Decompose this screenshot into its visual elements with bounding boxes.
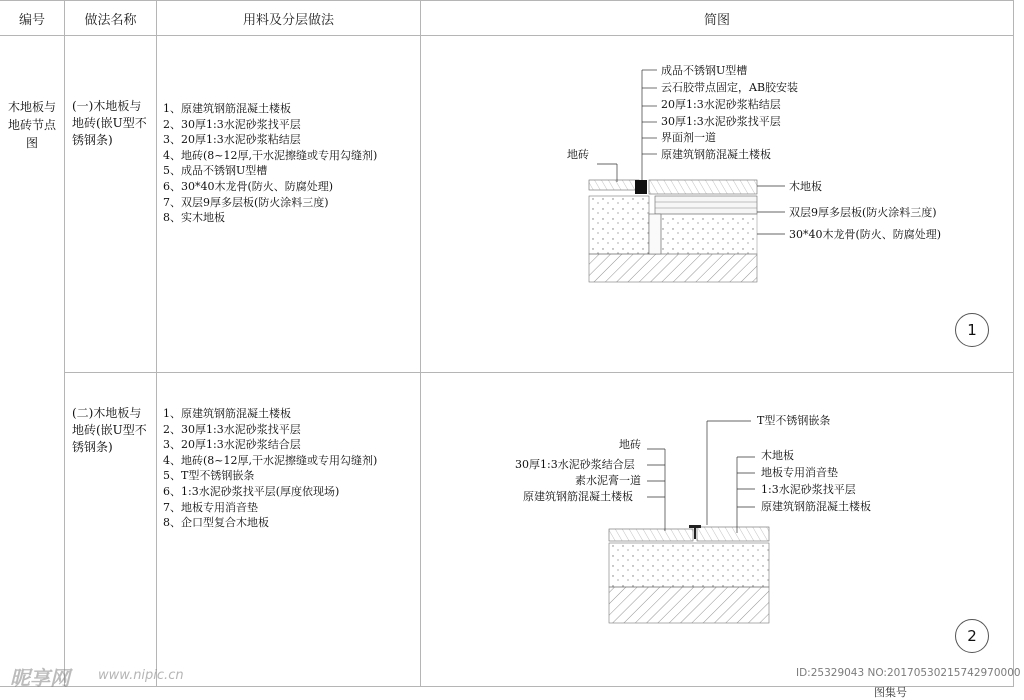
label-cement-paste: 素水泥膏一道 [575,474,641,487]
figure-number-1: 1 [955,313,989,347]
steps-list-1 [163,101,377,226]
step-item: 3、20厚1:3水泥砂浆粘结层 [163,133,301,147]
watermark-logo: 昵享网 [10,666,70,690]
table-border-bottom [0,686,1014,687]
label-plywood: 双层9厚多层板(防火涂料三度) [789,206,937,219]
label-ab-glue: 云石胶带点固定，AB胶安装 [661,81,799,94]
mortar-right [661,214,757,254]
label-u-channel: 成品不锈钢U型槽 [661,64,748,77]
step-item: 4、地砖(8~12厚,干水泥擦缝或专用勾缝剂) [163,453,378,467]
step-item: 8、企口型复合木地板 [163,516,269,530]
method-name-2: (二)木地板与地砖(嵌U型不锈钢条) [72,406,147,454]
header-diagram: 简图 [703,12,730,28]
tile-layer [589,180,639,190]
section-diagram-2 [421,373,1013,686]
step-item: 1、原建筑钢筋混凝土楼板 [163,102,291,115]
step-item: 6、30*40木龙骨(防火、防腐处理) [163,179,334,193]
label-tile: 地砖 [619,438,641,451]
table-border-right [1013,0,1014,687]
slab-layer [589,254,757,282]
header-method-name: 做法名称 [84,12,137,28]
watermark-id: ID:25329043 NO:20170530215742970000 [796,667,1021,679]
step-item: 7、地板专用消音垫 [163,500,258,514]
label-leveling-layer: 30厚1:3水泥砂浆找平层 [661,115,781,128]
step-item: 7、双层9厚多层板(防火涂料三度) [163,195,329,209]
label-bond-layer: 30厚1:3水泥砂浆结合层 [515,458,635,471]
header-number: 编号 [18,12,45,28]
label-joist: 30*40木龙骨(防火、防腐处理) [789,228,942,241]
plywood-layer [655,196,757,214]
label-slab-left: 原建筑钢筋混凝土楼板 [523,490,633,503]
step-item: 8、实木地板 [163,211,225,225]
mortar-layer [609,543,769,587]
step-item: 5、成品不锈钢U型槽 [163,164,268,178]
slab-layer [609,587,769,623]
label-slab-right: 原建筑钢筋混凝土楼板 [761,500,871,513]
col-divider-1 [64,0,65,687]
steps-list-2 [163,406,377,531]
header-materials: 用料及分层做法 [242,12,334,28]
step-item: 6、1:3水泥砂浆找平层(厚度依现场) [163,484,340,498]
section-diagram-1 [421,36,1013,372]
label-wood-floor: 木地板 [789,180,822,193]
watermark-url: www.nipic.cn [98,668,184,683]
label-wood-floor: 木地板 [761,449,794,462]
step-item: 1、原建筑钢筋混凝土楼板 [163,407,291,420]
label-bond-layer: 20厚1:3水泥砂浆粘结层 [661,98,781,111]
method-name-1: (一)木地板与地砖(嵌U型不锈钢条) [72,99,147,147]
wood-floor-layer [649,180,757,194]
figure-number-2: 2 [955,619,989,653]
tile-layer [609,529,693,541]
wood-floor-layer [697,527,769,541]
step-item: 3、20厚1:3水泥砂浆结合层 [163,438,301,452]
category-title: 木地板与地砖节点图 [8,100,57,150]
drawing-set-tag: 图集号 [874,686,907,699]
mortar-layer [589,196,649,254]
step-item: 4、地砖(8~12厚,干水泥擦缝或专用勾缝剂) [163,148,378,162]
col-divider-2 [156,0,157,687]
step-item: 2、30厚1:3水泥砂浆找平层 [163,117,301,131]
label-leveling-layer: 1:3水泥砂浆找平层 [761,483,856,496]
label-tile: 地砖 [567,148,589,161]
label-interface-agent: 界面剂一道 [661,131,716,144]
step-item: 2、30厚1:3水泥砂浆找平层 [163,422,301,436]
u-channel [635,180,647,194]
label-slab: 原建筑钢筋混凝土楼板 [661,148,771,161]
step-item: 5、T型不锈钢嵌条 [163,469,255,483]
label-t-strip: T型不锈钢嵌条 [757,414,831,427]
joist-layer [649,214,661,254]
label-sound-pad: 地板专用消音垫 [761,466,838,479]
